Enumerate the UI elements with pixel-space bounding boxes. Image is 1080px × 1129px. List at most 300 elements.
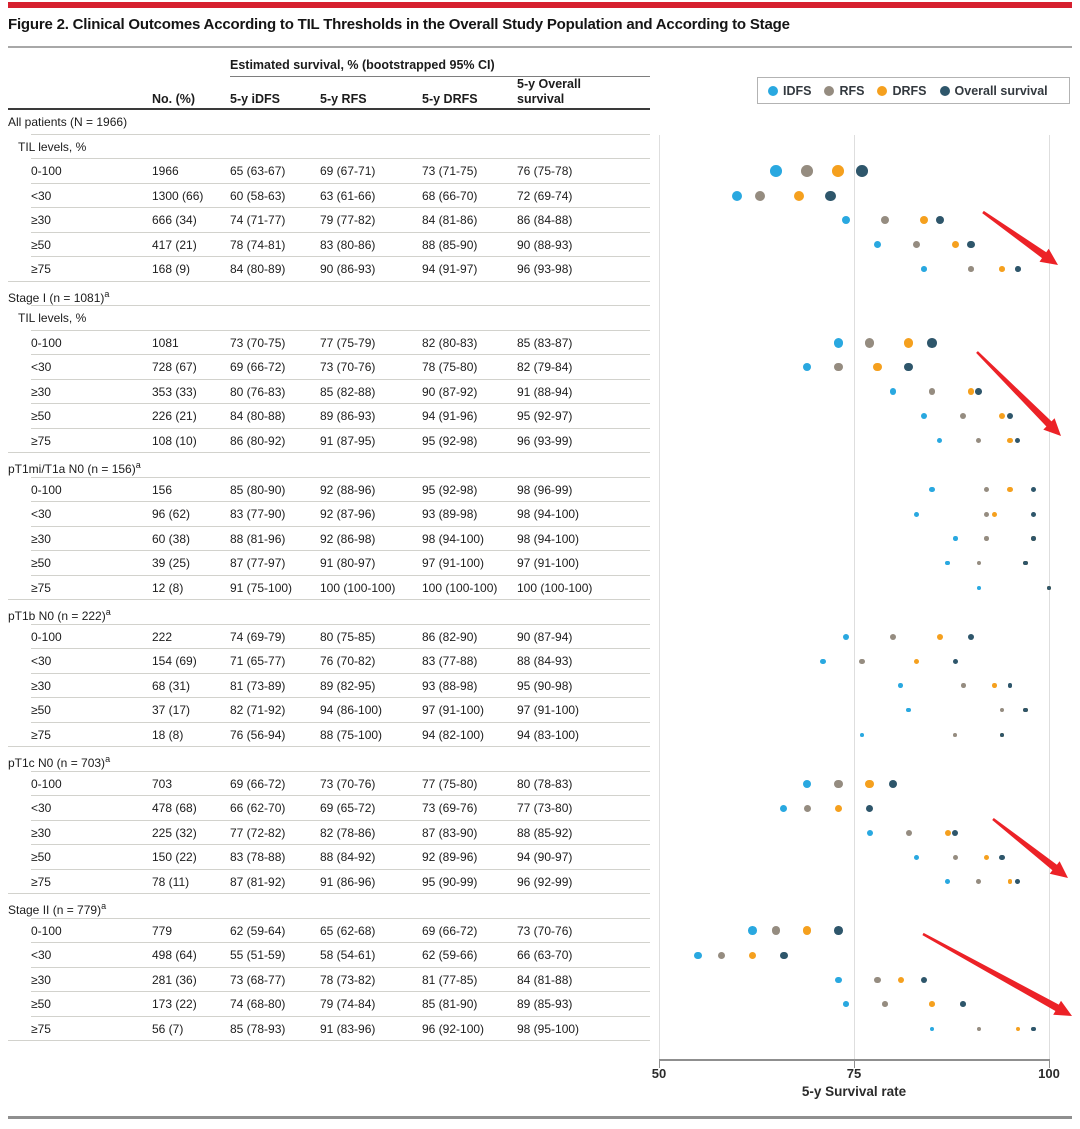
- data-point-idfs: [820, 659, 825, 664]
- data-point-drfs: [1007, 438, 1012, 443]
- cell: <30: [31, 654, 52, 668]
- data-point-drfs: [904, 338, 914, 348]
- data-point-rfs: [977, 561, 981, 565]
- data-point-drfs: [794, 191, 804, 201]
- data-point-drfs: [865, 780, 873, 788]
- data-point-overall-survival: [1031, 536, 1036, 541]
- cell: 89 (86-93): [320, 409, 376, 423]
- data-point-drfs: [999, 413, 1005, 419]
- data-point-overall-survival: [1031, 512, 1036, 517]
- cell: 91 (86-96): [320, 874, 376, 889]
- cell: 80 (75-85): [320, 629, 376, 644]
- cell: 98 (96-99): [517, 482, 573, 497]
- cell: 86 (80-92): [230, 433, 286, 448]
- cell: 87 (81-92): [230, 874, 286, 889]
- data-point-overall-survival: [1015, 266, 1021, 272]
- cell: 84 (81-88): [517, 972, 573, 987]
- cell: 95 (92-97): [517, 409, 573, 423]
- data-point-drfs: [968, 388, 975, 395]
- cell: ≥75: [31, 727, 51, 742]
- cell: 96 (93-98): [517, 262, 573, 276]
- column-header-no: No. (%): [152, 92, 196, 106]
- cell: 97 (91-100): [422, 703, 485, 717]
- data-point-rfs: [865, 338, 875, 348]
- cell: 0-100: [31, 164, 62, 178]
- cell: 96 (92-99): [517, 874, 573, 889]
- cell: 63 (61-66): [320, 188, 376, 203]
- data-point-rfs: [755, 191, 765, 201]
- cell: 728 (67): [152, 360, 197, 374]
- cell: 86 (84-88): [517, 213, 573, 227]
- data-point-idfs: [945, 561, 949, 565]
- legend-label: RFS: [839, 83, 865, 98]
- legend-label: Overall survival: [954, 83, 1048, 98]
- cell: 73 (68-77): [230, 972, 286, 987]
- data-point-rfs: [953, 733, 957, 737]
- cell: 12 (8): [152, 580, 184, 595]
- cell: 73 (70-76): [320, 776, 376, 791]
- legend-label: IDFS: [783, 83, 812, 98]
- data-point-drfs: [984, 855, 989, 860]
- cell: pT1mi/T1a N0 (n = 156)$^a$: [8, 460, 141, 476]
- cell: ≥50: [31, 556, 51, 570]
- data-point-overall-survival: [904, 363, 912, 371]
- cell: 0-100: [31, 335, 62, 350]
- cell: 85 (83-87): [517, 335, 573, 350]
- data-point-idfs: [694, 952, 701, 959]
- data-point-overall-survival: [1008, 683, 1013, 688]
- cell: 87 (83-90): [422, 825, 478, 840]
- data-point-drfs: [835, 805, 842, 812]
- cell: 93 (89-98): [422, 507, 478, 521]
- cell: pT1b N0 (n = 222)$^a$: [8, 607, 111, 623]
- cell: 417 (21): [152, 237, 197, 252]
- cell: 666 (34): [152, 213, 197, 227]
- cell: 98 (94-100): [517, 507, 580, 521]
- cell: 88 (85-92): [517, 825, 573, 840]
- cell: 1081: [152, 335, 179, 350]
- x-axis-label: 5-y Survival rate: [801, 1084, 907, 1099]
- gridline-50: [659, 135, 660, 1059]
- cell: 96 (62): [152, 507, 191, 521]
- data-point-overall-survival: [834, 926, 843, 935]
- cell: 1966: [152, 164, 179, 178]
- cell: 281 (36): [152, 972, 197, 987]
- cell: 68 (66-70): [422, 188, 478, 203]
- cell: 69 (67-71): [320, 164, 376, 178]
- cell: 96 (93-99): [517, 433, 573, 448]
- data-point-drfs: [992, 683, 997, 688]
- data-point-idfs: [732, 191, 742, 201]
- cell: 76 (70-82): [320, 654, 376, 668]
- data-point-idfs: [921, 413, 927, 419]
- cell: 91 (75-100): [230, 580, 293, 595]
- data-point-idfs: [929, 487, 934, 492]
- cell: 703: [152, 776, 173, 791]
- cell: 78 (75-80): [422, 360, 478, 374]
- data-point-idfs: [914, 855, 919, 860]
- cell: 91 (83-96): [320, 1021, 376, 1036]
- cell: TIL levels, %: [18, 311, 87, 325]
- cell: 83 (77-88): [422, 654, 478, 668]
- cell: 97 (91-100): [422, 556, 485, 570]
- data-point-idfs: [874, 241, 881, 248]
- data-point-rfs: [834, 363, 842, 371]
- cell: 91 (80-97): [320, 556, 376, 570]
- data-point-drfs: [873, 363, 881, 371]
- data-point-overall-survival: [856, 165, 868, 177]
- data-point-overall-survival: [1015, 438, 1020, 443]
- cell: ≥50: [31, 850, 51, 864]
- data-point-overall-survival: [1015, 879, 1020, 884]
- cell: ≥50: [31, 703, 51, 717]
- cell: 85 (82-88): [320, 384, 376, 399]
- cell: <30: [31, 188, 52, 203]
- cell: 94 (86-100): [320, 703, 383, 717]
- cell: <30: [31, 507, 52, 521]
- cell: Stage I (n = 1081)$^a$: [8, 288, 110, 305]
- data-point-overall-survival: [968, 634, 974, 640]
- cell: ≥30: [31, 384, 51, 399]
- cell: 94 (83-100): [517, 727, 580, 742]
- cell: 72 (69-74): [517, 188, 573, 203]
- cell: 77 (75-79): [320, 335, 376, 350]
- data-point-rfs: [913, 241, 920, 248]
- data-point-rfs: [718, 952, 725, 959]
- cell: 58 (54-61): [320, 948, 376, 962]
- cell: 0-100: [31, 776, 62, 791]
- column-header-drfs: 5-y DRFS: [422, 92, 478, 106]
- cell: 73 (70-76): [320, 360, 376, 374]
- cell: 88 (84-92): [320, 850, 376, 864]
- data-point-idfs: [780, 805, 787, 812]
- data-point-overall-survival: [866, 805, 873, 812]
- data-point-overall-survival: [960, 1001, 966, 1007]
- cell: 84 (80-89): [230, 262, 286, 276]
- data-point-rfs: [906, 830, 912, 836]
- cell: 90 (87-92): [422, 384, 478, 399]
- cell: 98 (95-100): [517, 1021, 580, 1036]
- cell: 98 (94-100): [517, 531, 580, 546]
- data-point-idfs: [898, 683, 903, 688]
- cell: 88 (85-90): [422, 237, 478, 252]
- data-point-overall-survival: [1023, 708, 1027, 712]
- cell: 91 (88-94): [517, 384, 573, 399]
- data-point-rfs: [984, 487, 989, 492]
- cell: 222: [152, 629, 173, 644]
- data-point-idfs: [834, 338, 844, 348]
- cell: Stage II (n = 779)$^a$: [8, 901, 107, 917]
- data-point-idfs: [867, 830, 873, 836]
- cell: 97 (91-100): [517, 556, 580, 570]
- cell: 88 (75-100): [320, 727, 383, 742]
- cell: 89 (82-95): [320, 678, 376, 693]
- cell: 69 (66-72): [422, 923, 478, 938]
- cell: 73 (71-75): [422, 164, 478, 178]
- data-point-idfs: [906, 708, 910, 712]
- cell: 65 (62-68): [320, 923, 376, 938]
- data-point-rfs: [772, 926, 781, 935]
- cell: 0-100: [31, 923, 62, 938]
- data-point-idfs: [835, 977, 841, 983]
- data-point-overall-survival: [1007, 413, 1013, 419]
- data-point-drfs: [952, 241, 959, 248]
- cell: 83 (78-88): [230, 850, 286, 864]
- data-point-drfs: [1007, 487, 1012, 492]
- cell: 95 (92-98): [422, 433, 478, 448]
- data-point-drfs: [945, 830, 951, 836]
- data-point-overall-survival: [780, 952, 787, 959]
- cell: 62 (59-66): [422, 948, 478, 962]
- cell: 69 (66-72): [230, 360, 286, 374]
- data-point-overall-survival: [889, 780, 897, 788]
- column-header-idfs: 5-y iDFS: [230, 92, 281, 106]
- cell: 92 (89-96): [422, 850, 478, 864]
- x-tick-label: 50: [651, 1066, 667, 1081]
- cell: 84 (80-88): [230, 409, 286, 423]
- cell: 226 (21): [152, 409, 197, 423]
- cell: 60 (58-63): [230, 188, 286, 203]
- x-tick-label: 75: [846, 1066, 862, 1081]
- data-point-drfs: [937, 634, 943, 640]
- cell: 100 (100-100): [320, 580, 396, 595]
- cell: <30: [31, 801, 52, 815]
- data-point-idfs: [843, 1001, 849, 1007]
- cell: 76 (75-78): [517, 164, 573, 178]
- cell: 80 (78-83): [517, 776, 573, 791]
- cell: ≥75: [31, 1021, 51, 1036]
- data-point-rfs: [977, 1027, 981, 1031]
- cell: 90 (87-94): [517, 629, 573, 644]
- cell: 98 (94-100): [422, 531, 485, 546]
- data-point-rfs: [976, 879, 981, 884]
- cell: 66 (62-70): [230, 801, 286, 815]
- data-point-idfs: [914, 512, 919, 517]
- column-header-os: 5-y Overall survival: [517, 77, 581, 106]
- cell: 71 (65-77): [230, 654, 286, 668]
- bottom-rule: [8, 1116, 1072, 1119]
- data-point-drfs: [1008, 879, 1013, 884]
- cell: 478 (68): [152, 801, 197, 815]
- cell: 92 (86-98): [320, 531, 376, 546]
- cell: <30: [31, 948, 52, 962]
- column-header-rfs: 5-y RFS: [320, 92, 367, 106]
- data-point-overall-survival: [927, 338, 937, 348]
- cell: <30: [31, 360, 52, 374]
- cell: ≥75: [31, 874, 51, 889]
- data-point-idfs: [748, 926, 757, 935]
- data-point-overall-survival: [921, 977, 927, 983]
- cell: 88 (81-96): [230, 531, 286, 546]
- data-point-overall-survival: [975, 388, 982, 395]
- cell: 74 (71-77): [230, 213, 286, 227]
- cell: ≥30: [31, 531, 51, 546]
- data-point-overall-survival: [967, 241, 974, 248]
- cell: 78 (11): [152, 874, 190, 889]
- cell: 0-100: [31, 629, 62, 644]
- data-point-idfs: [770, 165, 782, 177]
- data-point-drfs: [1016, 1027, 1020, 1031]
- table-span-header: Estimated survival, % (bootstrapped 95% CI): [230, 58, 495, 72]
- cell: 83 (80-86): [320, 237, 376, 252]
- cell: 96 (92-100): [422, 1021, 485, 1036]
- figure-title: Figure 2. Clinical Outcomes According to TIL Thresholds in the Overall Study Population and According to Stage: [8, 16, 790, 33]
- cell: ≥50: [31, 409, 51, 423]
- data-point-overall-survival: [1023, 561, 1027, 565]
- gridline-100: [1049, 135, 1050, 1059]
- cell: 86 (82-90): [422, 629, 478, 644]
- cell: 73 (70-76): [517, 923, 573, 938]
- cell: 80 (76-83): [230, 384, 286, 399]
- data-point-overall-survival: [999, 855, 1004, 860]
- data-point-drfs: [749, 952, 756, 959]
- data-point-drfs: [920, 216, 928, 224]
- data-point-idfs: [890, 388, 897, 395]
- cell: 225 (32): [152, 825, 197, 840]
- cell: 173 (22): [152, 997, 197, 1011]
- data-point-rfs: [984, 536, 989, 541]
- cell: 79 (77-82): [320, 213, 376, 227]
- cell: 73 (69-76): [422, 801, 478, 815]
- cell: 168 (9): [152, 262, 191, 276]
- cell: 74 (68-80): [230, 997, 286, 1011]
- cell: 94 (91-97): [422, 262, 478, 276]
- cell: 37 (17): [152, 703, 191, 717]
- cell: 108 (10): [152, 433, 197, 448]
- cell: 90 (88-93): [517, 237, 573, 252]
- data-point-idfs: [803, 363, 811, 371]
- data-point-drfs: [898, 977, 904, 983]
- data-point-idfs: [843, 634, 849, 640]
- cell: 81 (73-89): [230, 678, 286, 693]
- cell: 92 (87-96): [320, 507, 376, 521]
- cell: 62 (59-64): [230, 923, 286, 938]
- cell: 78 (74-81): [230, 237, 286, 252]
- cell: 55 (51-59): [230, 948, 286, 962]
- cell: 77 (72-82): [230, 825, 286, 840]
- data-point-drfs: [929, 1001, 935, 1007]
- cell: 85 (78-93): [230, 1021, 286, 1036]
- cell: 94 (91-96): [422, 409, 478, 423]
- cell: 78 (73-82): [320, 972, 376, 987]
- cell: 39 (25): [152, 556, 191, 570]
- cell: 82 (78-86): [320, 825, 376, 840]
- data-point-rfs: [859, 659, 864, 664]
- data-point-drfs: [914, 659, 919, 664]
- cell: ≥75: [31, 262, 51, 276]
- data-point-idfs: [930, 1027, 934, 1031]
- data-point-overall-survival: [825, 191, 835, 201]
- cell: 84 (81-86): [422, 213, 478, 227]
- data-point-rfs: [961, 683, 966, 688]
- cell: 93 (88-98): [422, 678, 478, 693]
- cell: 60 (38): [152, 531, 191, 546]
- cell: 95 (90-99): [422, 874, 478, 889]
- data-point-rfs: [976, 438, 981, 443]
- data-point-idfs: [803, 780, 811, 788]
- cell: 90 (86-93): [320, 262, 376, 276]
- data-point-idfs: [860, 733, 864, 737]
- data-point-rfs: [960, 413, 966, 419]
- cell: ≥30: [31, 972, 51, 987]
- cell: 779: [152, 923, 173, 938]
- data-point-idfs: [953, 536, 958, 541]
- data-point-overall-survival: [936, 216, 944, 224]
- cell: 76 (56-94): [230, 727, 286, 742]
- cell: 88 (84-93): [517, 654, 573, 668]
- data-point-overall-survival: [1047, 586, 1051, 590]
- data-point-rfs: [1000, 708, 1004, 712]
- cell: 0-100: [31, 482, 62, 497]
- cell: 77 (75-80): [422, 776, 478, 791]
- data-point-idfs: [945, 879, 950, 884]
- data-point-drfs: [803, 926, 812, 935]
- cell: 77 (73-80): [517, 801, 573, 815]
- cell: 82 (71-92): [230, 703, 286, 717]
- cell: 150 (22): [152, 850, 197, 864]
- data-point-overall-survival: [1031, 487, 1036, 492]
- cell: ≥30: [31, 678, 51, 693]
- cell: 79 (74-84): [320, 997, 376, 1011]
- cell: 353 (33): [152, 384, 197, 399]
- cell: ≥50: [31, 237, 51, 252]
- data-point-idfs: [937, 438, 942, 443]
- cell: 18 (8): [152, 727, 184, 742]
- data-point-rfs: [834, 780, 842, 788]
- data-point-idfs: [842, 216, 850, 224]
- gridline-75: [854, 135, 855, 1059]
- cell: 95 (92-98): [422, 482, 478, 497]
- cell: 82 (80-83): [422, 335, 478, 350]
- data-point-rfs: [874, 977, 880, 983]
- cell: 498 (64): [152, 948, 197, 962]
- cell: 69 (65-72): [320, 801, 376, 815]
- data-point-rfs: [801, 165, 813, 177]
- data-point-overall-survival: [953, 659, 958, 664]
- cell: pT1c N0 (n = 703)$^a$: [8, 754, 111, 770]
- cell: ≥75: [31, 580, 51, 595]
- cell: 74 (69-79): [230, 629, 286, 644]
- cell: 92 (88-96): [320, 482, 376, 497]
- data-point-rfs: [881, 216, 889, 224]
- data-point-rfs: [882, 1001, 888, 1007]
- cell: 56 (7): [152, 1021, 184, 1036]
- cell: TIL levels, %: [18, 139, 87, 154]
- cell: All patients (N = 1966): [8, 115, 128, 129]
- cell: 81 (77-85): [422, 972, 478, 987]
- legend-label: DRFS: [892, 83, 927, 98]
- cell: 100 (100-100): [517, 580, 593, 595]
- cell: 156: [152, 482, 173, 497]
- cell: 1300 (66): [152, 188, 204, 203]
- cell: 94 (82-100): [422, 727, 485, 742]
- cell: 100 (100-100): [422, 580, 498, 595]
- cell: 94 (90-97): [517, 850, 573, 864]
- cell: 154 (69): [152, 654, 197, 668]
- cell: 68 (31): [152, 678, 191, 693]
- data-point-drfs: [992, 512, 997, 517]
- cell: 66 (63-70): [517, 948, 573, 962]
- cell: 69 (66-72): [230, 776, 286, 791]
- data-point-idfs: [977, 586, 981, 590]
- cell: 85 (80-90): [230, 482, 286, 497]
- cell: ≥30: [31, 825, 51, 840]
- cell: 91 (87-95): [320, 433, 376, 448]
- cell: 73 (70-75): [230, 335, 286, 350]
- cell: ≥75: [31, 433, 51, 448]
- cell: 65 (63-67): [230, 164, 286, 178]
- data-point-overall-survival: [952, 830, 958, 836]
